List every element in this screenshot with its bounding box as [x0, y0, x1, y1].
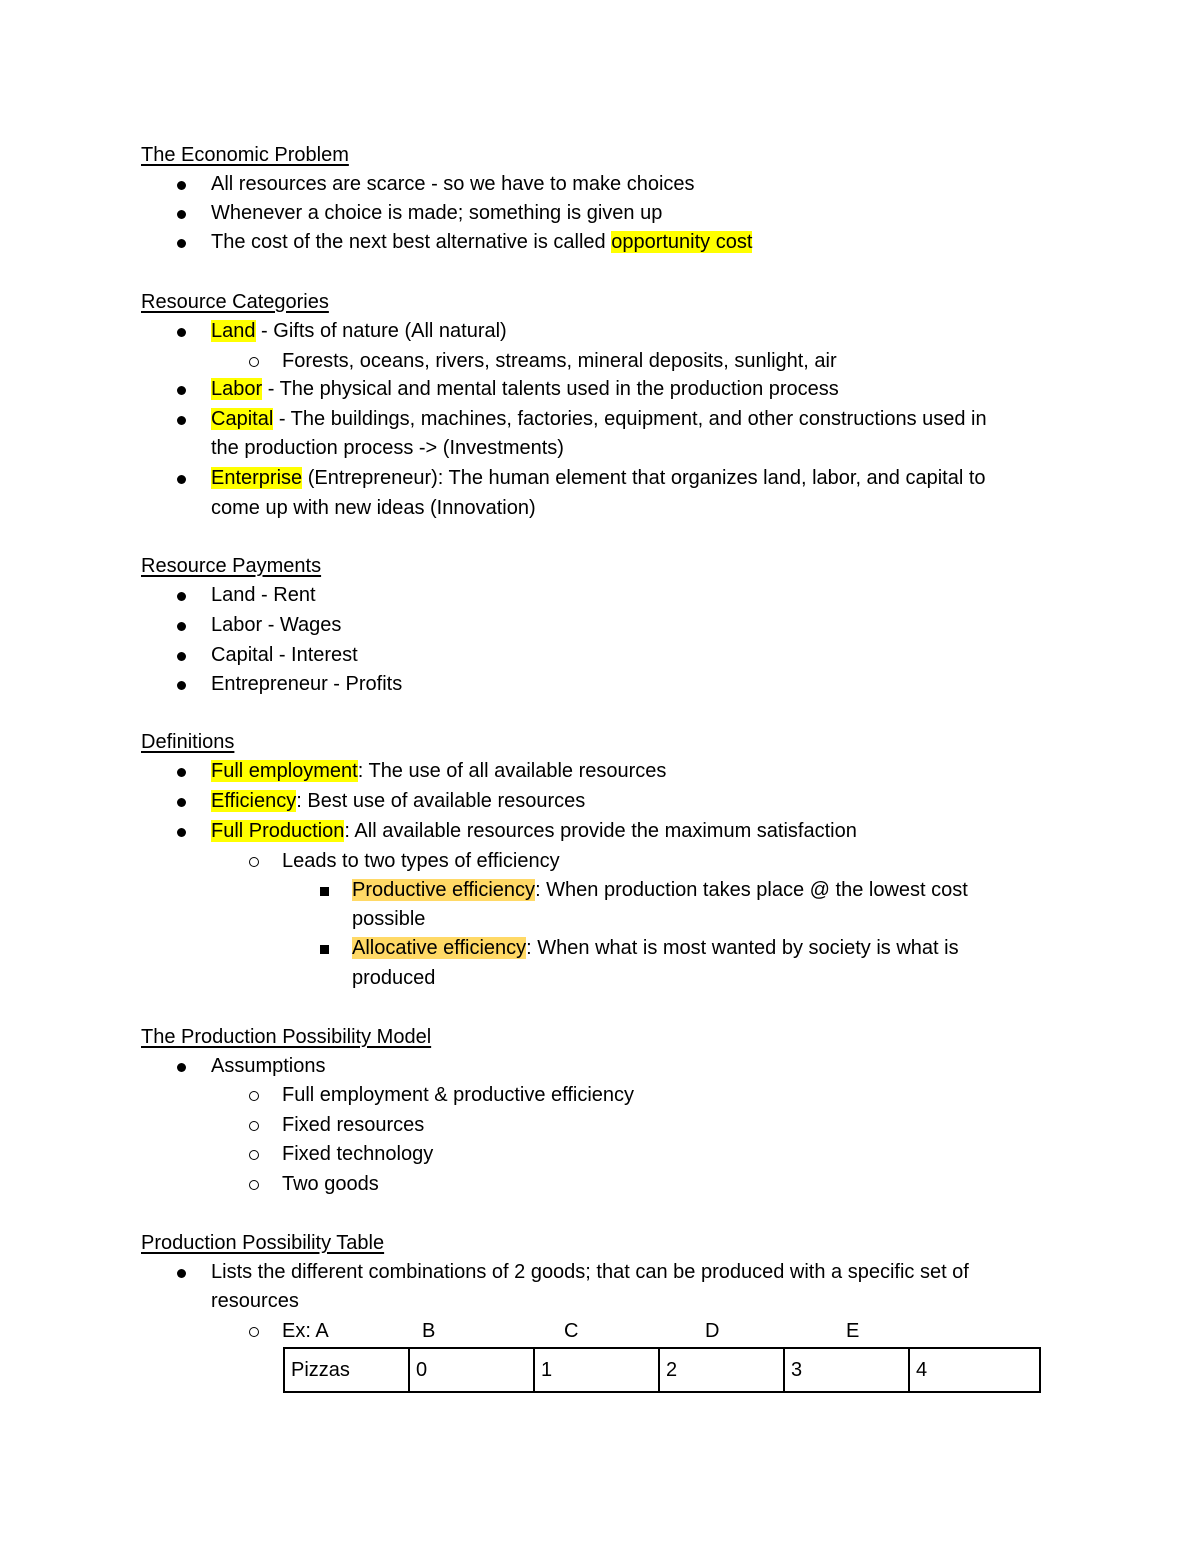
table-row [284, 1348, 1040, 1392]
item-text: : When production takes place @ the lowest cost [535, 879, 968, 901]
bullet-dot [177, 210, 186, 219]
list-item: Entrepreneur - Profits [211, 673, 403, 695]
example-label: Ex: A [282, 1320, 329, 1342]
bullet-dot [177, 768, 186, 777]
bullet-circle [249, 1180, 259, 1190]
bullet-dot [177, 181, 186, 190]
bullet-dot [177, 239, 186, 248]
bullet-dot [177, 1269, 186, 1278]
list-item-efficiency [211, 787, 585, 816]
heading-production-possibility-table: Production Possibility Table [141, 1232, 385, 1254]
bullet-circle [249, 1150, 259, 1160]
bullet-dot [177, 828, 186, 837]
list-item [211, 228, 752, 257]
bullet-square [320, 945, 329, 954]
item-text: : The use of all available resources [357, 760, 667, 782]
list-subitem: Two goods [282, 1173, 379, 1195]
list-item-continuation: come up with new ideas (Innovation) [211, 497, 536, 519]
bullet-circle [249, 1327, 259, 1337]
bullet-dot [177, 681, 186, 690]
bullet-dot [177, 475, 186, 484]
bullet-dot [177, 592, 186, 601]
bullet-dot [177, 798, 186, 807]
list-item-continuation: resources [211, 1290, 299, 1312]
production-possibility-table [283, 1347, 1041, 1393]
heading-resource-payments: Resource Payments [141, 555, 322, 577]
column-label-b: B [422, 1320, 436, 1342]
highlight-term: Full Production [211, 820, 345, 842]
list-item: Lists the different combinations of 2 goods; that can be produced with a specific set of [211, 1261, 969, 1283]
table-cell: 4 [909, 1348, 1040, 1392]
bullet-square [320, 887, 329, 896]
list-item: Land - Rent [211, 584, 316, 606]
heading-production-possibility-model: The Production Possibility Model [141, 1026, 432, 1048]
item-text: : Best use of available resources [296, 790, 586, 812]
column-label-c: C [564, 1320, 579, 1342]
bullet-circle [249, 357, 259, 367]
bullet-circle [249, 1121, 259, 1131]
table-cell: 2 [659, 1348, 784, 1392]
bullet-dot [177, 622, 186, 631]
list-subitem: Full employment & productive efficiency [282, 1084, 635, 1106]
column-label-e: E [846, 1320, 860, 1342]
highlight-term: Land [211, 320, 256, 342]
table-cell: 0 [409, 1348, 534, 1392]
table-cell: 3 [784, 1348, 909, 1392]
list-subitem: Fixed resources [282, 1114, 425, 1136]
highlight-term: Enterprise [211, 467, 303, 489]
list-item: Assumptions [211, 1055, 326, 1077]
list-item-continuation: produced [352, 967, 436, 989]
heading-economic-problem: The Economic Problem [141, 144, 349, 166]
column-label-d: D [705, 1320, 720, 1342]
item-text: : All available resources provide the maximum satisfaction [344, 820, 857, 842]
bullet-dot [177, 416, 186, 425]
bullet-dot [177, 652, 186, 661]
list-item: Capital - Interest [211, 644, 358, 666]
list-subitem: Leads to two types of efficiency [282, 850, 560, 872]
highlight-term: Productive efficiency [352, 879, 536, 901]
bullet-dot [177, 386, 186, 395]
bullet-circle [249, 1091, 259, 1101]
list-item-labor [211, 375, 839, 404]
heading-resource-categories: Resource Categories [141, 291, 329, 313]
bullet-circle [249, 857, 259, 867]
list-item: Labor - Wages [211, 614, 342, 636]
list-item-full-employment [211, 757, 666, 786]
item-text: (Entrepreneur): The human element that organizes land, labor, and capital to [302, 467, 986, 489]
list-item-full-production [211, 817, 857, 846]
list-subsubitem-allocative [352, 934, 959, 963]
list-item-land [211, 317, 507, 346]
list-item-enterprise [211, 464, 986, 493]
list-item-continuation: possible [352, 908, 426, 930]
list-item-capital [211, 405, 987, 434]
list-subitem: Fixed technology [282, 1143, 434, 1165]
table-cell: Pizzas [284, 1348, 409, 1392]
bullet-dot [177, 328, 186, 337]
highlight-term: Allocative efficiency [352, 937, 527, 959]
list-subitem: Forests, oceans, rivers, streams, mineral deposits, sunlight, air [282, 350, 837, 372]
highlight-term: Full employment [211, 760, 358, 782]
highlight-term: Efficiency [211, 790, 297, 812]
item-text: The cost of the next best alternative is called [211, 231, 612, 253]
item-text: - Gifts of nature (All natural) [255, 320, 507, 342]
item-text: - The physical and mental talents used in the production process [262, 378, 839, 400]
highlight-term: Labor [211, 378, 263, 400]
list-item: All resources are scarce - so we have to make choices [211, 173, 695, 195]
highlight-opportunity-cost: opportunity cost [611, 231, 753, 253]
bullet-dot [177, 1063, 186, 1072]
list-item: Whenever a choice is made; something is given up [211, 202, 663, 224]
table-cell: 1 [534, 1348, 659, 1392]
item-text: - The buildings, machines, factories, equipment, and other constructions used in [273, 408, 987, 430]
list-item-continuation: the production process -> (Investments) [211, 437, 564, 459]
highlight-term: Capital [211, 408, 274, 430]
item-text: : When what is most wanted by society is what is [526, 937, 959, 959]
list-subsubitem-productive [352, 876, 968, 905]
heading-definitions: Definitions [141, 731, 235, 753]
